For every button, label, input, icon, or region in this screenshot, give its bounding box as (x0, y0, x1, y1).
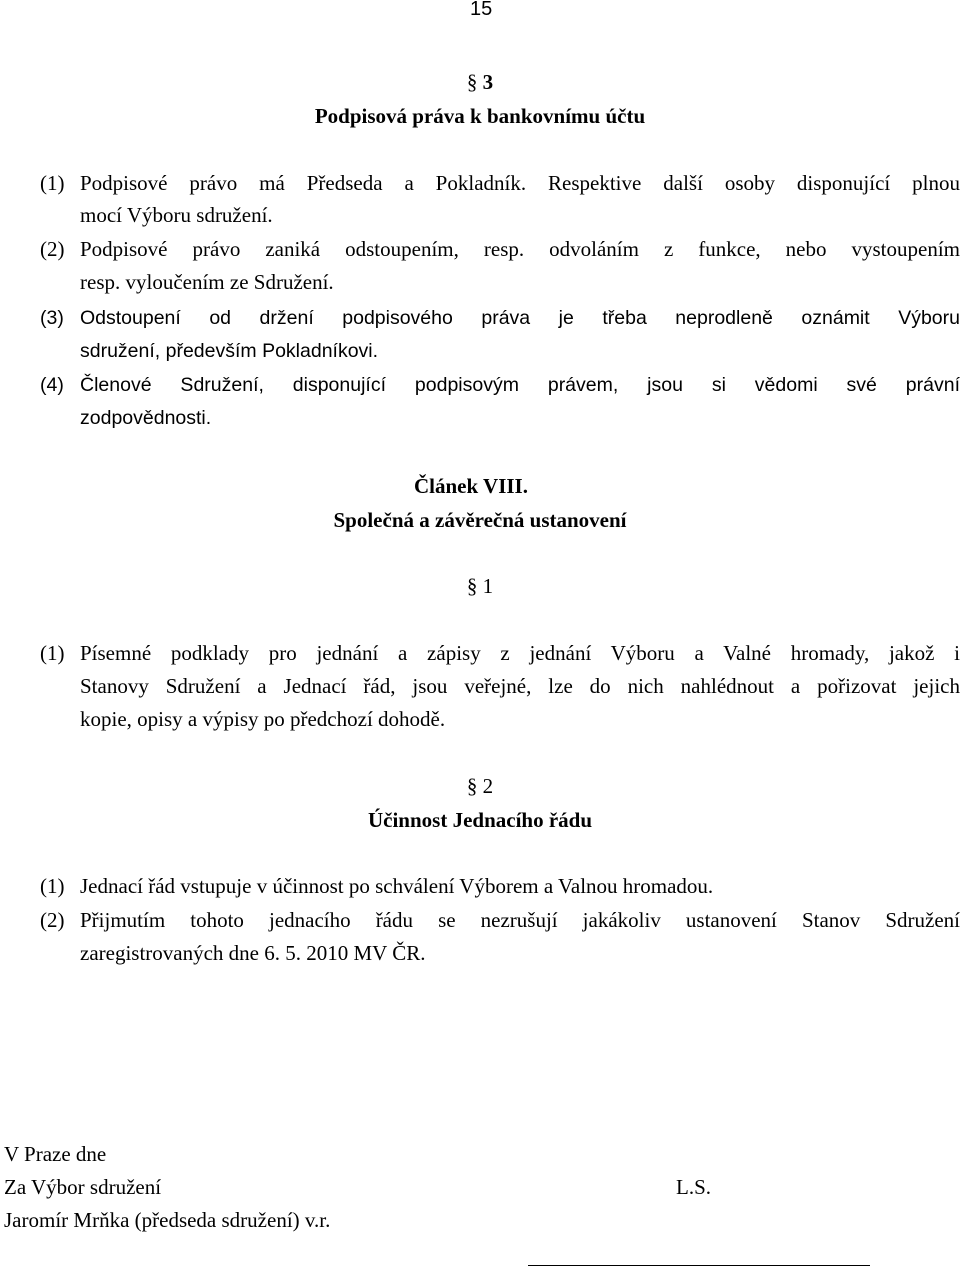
signature-committee: Za Výbor sdružení (4, 1175, 162, 1199)
section-2-heading (0, 774, 960, 799)
article-label: Článek VIII. (414, 474, 528, 498)
section-mark: § (466, 70, 478, 94)
s2-item-2-line2: zaregistrovaných dne 6. 5. 2010 MV ČR. (80, 941, 426, 965)
s3-item-3-line1: Odstoupení od držení podpisového práva je třeba neprodleně oznámit Výboru (80, 307, 960, 329)
s3-item-4-num: (4) (40, 374, 64, 396)
s1-item-1-line1: Písemné podklady pro jednání a zápisy z jednání Výboru a Valné hromady, jakož i (80, 641, 960, 665)
section-1-heading (0, 574, 960, 599)
s3-item-1-line2: mocí Výboru sdružení. (80, 203, 273, 227)
s3-item-3-num: (3) (40, 307, 64, 329)
s3-item-2-num: (2) (40, 237, 65, 261)
s1-item-1-line3: kopie, opisy a výpisy po předchozí dohodě. (80, 707, 446, 731)
signature-signatory: Jaromír Mrňka (předseda sdružení) v.r. (4, 1208, 331, 1232)
page-number: 15 (470, 0, 493, 20)
section-2-title: Účinnost Jednacího řádu (367, 808, 593, 832)
s3-item-4-line2: zodpovědnosti. (80, 407, 212, 429)
signature-place: V Praze dne (4, 1142, 107, 1166)
section-number: 2 (482, 774, 494, 798)
s1-item-1-num: (1) (40, 641, 65, 665)
s2-item-2-num: (2) (40, 908, 65, 932)
s2-item-2-line1: Přijmutím tohoto jednacího řádu se nezrušují jakákoliv ustanovení Stanov Sdružení (80, 908, 960, 932)
s3-item-1-line1: Podpisové právo má Předseda a Pokladník. Respektive další osoby disponující plnou (80, 171, 960, 195)
section-mark: § (466, 574, 478, 598)
section-3-title: Podpisová práva k bankovnímu účtu (314, 104, 646, 128)
s3-item-3-line2: sdružení, především Pokladníkovi. (80, 340, 379, 362)
section-3-heading (0, 70, 960, 95)
s3-item-1-num: (1) (40, 171, 65, 195)
s1-item-1-line2: Stanovy Sdružení a Jednací řád, jsou veřejné, lze do nich nahlédnout a pořizovat jejich (80, 674, 960, 698)
s2-item-1-line1: Jednací řád vstupuje v účinnost po schválení Výborem a Valnou hromadou. (80, 874, 714, 898)
s3-item-4-line1: Členové Sdružení, disponující podpisovým právem, jsou si vědomi své právní (80, 374, 960, 396)
s2-item-1-num: (1) (40, 874, 65, 898)
section-number: 1 (482, 574, 494, 598)
signature-seal: L.S. (676, 1175, 712, 1199)
article-title: Společná a závěrečná ustanovení (333, 508, 627, 532)
section-number: 3 (482, 70, 494, 94)
s3-item-2-line2: resp. vyloučením ze Sdružení. (80, 270, 334, 294)
section-mark: § (466, 774, 478, 798)
s3-item-2-line1: Podpisové právo zaniká odstoupením, resp. odvoláním z funkce, nebo vystoupením (80, 237, 960, 261)
signature-line (528, 1265, 870, 1266)
